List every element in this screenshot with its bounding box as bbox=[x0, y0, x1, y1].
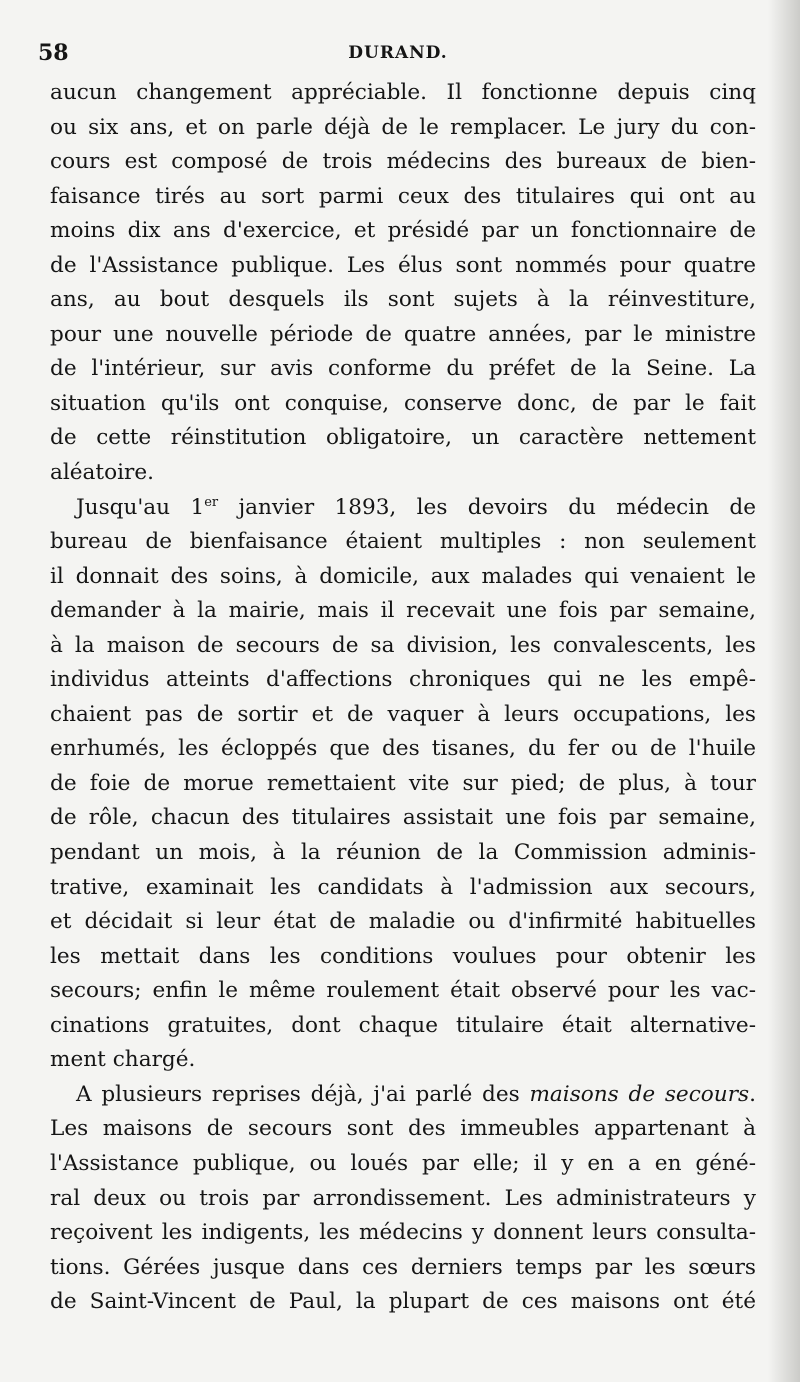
text-line: cinations gratuites, dont chaque titulaire était alternative- bbox=[50, 1012, 756, 1038]
text-line: chaient pas de sortir et de vaquer à leurs occupations, les bbox=[50, 701, 756, 727]
text-line: individus atteints d'affections chroniques qui ne les empê- bbox=[50, 667, 756, 693]
text-line: enrhumés, les écloppés que des tisanes, du fer ou de l'huile bbox=[50, 736, 756, 762]
text-line: ou six ans, et on parle déjà de le remplacer. Le jury du con- bbox=[50, 114, 756, 140]
text-line: pendant un mois, à la réunion de la Commission adminis- bbox=[50, 840, 756, 866]
paragraph-start-line bbox=[50, 1078, 756, 1113]
text-line: il donnait des soins, à domicile, aux malades qui venaient le bbox=[50, 563, 756, 589]
line-segment: janvier 1893, les devoirs du médecin de bbox=[218, 494, 756, 520]
ordinal-superscript: er bbox=[204, 494, 219, 510]
text-line: bureau de bienfaisance étaient multiples : non seulement bbox=[50, 529, 756, 555]
text-line: de l'intérieur, sur avis conforme du préfet de la Seine. La bbox=[50, 356, 756, 382]
text-line: l'Assistance publique, ou loués par elle; il y en a en géné- bbox=[50, 1150, 756, 1176]
text-line: pour une nouvelle période de quatre années, par le ministre bbox=[50, 321, 756, 347]
text-line: trative, examinait les candidats à l'admission aux secours, bbox=[50, 874, 756, 900]
text-line: à la maison de secours de sa division, les convalescents, les bbox=[50, 632, 756, 658]
text-line: de l'Assistance publique. Les élus sont nommés pour quatre bbox=[50, 252, 756, 278]
text-line: reçoivent les indigents, les médecins y donnent leurs consulta- bbox=[50, 1220, 756, 1246]
paragraph-start-line bbox=[50, 491, 756, 526]
text-line: ral deux ou trois par arrondissement. Les administrateurs y bbox=[50, 1185, 756, 1211]
text-line: et décidait si leur état de maladie ou d'infirmité habituelles bbox=[50, 909, 756, 935]
line-segment: . bbox=[749, 1081, 756, 1107]
text-line: secours; enfin le même roulement était observé pour les vac- bbox=[50, 978, 756, 1004]
text-line: tions. Gérées jusque dans ces derniers temps par les sœurs bbox=[50, 1254, 756, 1280]
text-line: aucun changement appréciable. Il fonctionne depuis cinq bbox=[50, 80, 756, 105]
paragraph-end-line: ment chargé. bbox=[50, 1047, 196, 1073]
italic-term: maisons de secours bbox=[529, 1081, 750, 1107]
page-number: 58 bbox=[38, 40, 69, 66]
line-segment: Jusqu'au 1 bbox=[76, 494, 205, 520]
page-header bbox=[38, 40, 758, 70]
text-line: situation qu'ils ont conquise, conserve donc, de par le fait bbox=[50, 390, 756, 416]
text-line: cours est composé de trois médecins des bureaux de bien- bbox=[50, 149, 756, 175]
text-line: de Saint-Vincent de Paul, la plupart de ces maisons ont été bbox=[50, 1289, 756, 1315]
text-line: moins dix ans d'exercice, et présidé par un fonctionnaire de bbox=[50, 218, 756, 244]
line-segment: A plusieurs reprises déjà, j'ai parlé des bbox=[76, 1081, 530, 1107]
text-line: de foie de morue remettaient vite sur pied; de plus, à tour bbox=[50, 770, 756, 796]
text-line: faisance tirés au sort parmi ceux des titulaires qui ont au bbox=[50, 183, 756, 209]
text-line: de rôle, chacun des titulaires assistait une fois par semaine, bbox=[50, 805, 756, 831]
paragraph-end-line: aléatoire. bbox=[50, 460, 154, 486]
text-line: ans, au bout desquels ils sont sujets à la réinvestiture, bbox=[50, 287, 756, 313]
text-line: demander à la mairie, mais il recevait une fois par semaine, bbox=[50, 598, 756, 624]
text-line: de cette réinstitution obligatoire, un caractère nettement bbox=[50, 425, 756, 451]
running-head: DURAND. bbox=[348, 43, 448, 63]
text-line: les mettait dans les conditions voulues pour obtenir les bbox=[50, 943, 756, 969]
body-text bbox=[50, 76, 756, 1320]
text-line: Les maisons de secours sont des immeubles appartenant à bbox=[50, 1116, 756, 1142]
